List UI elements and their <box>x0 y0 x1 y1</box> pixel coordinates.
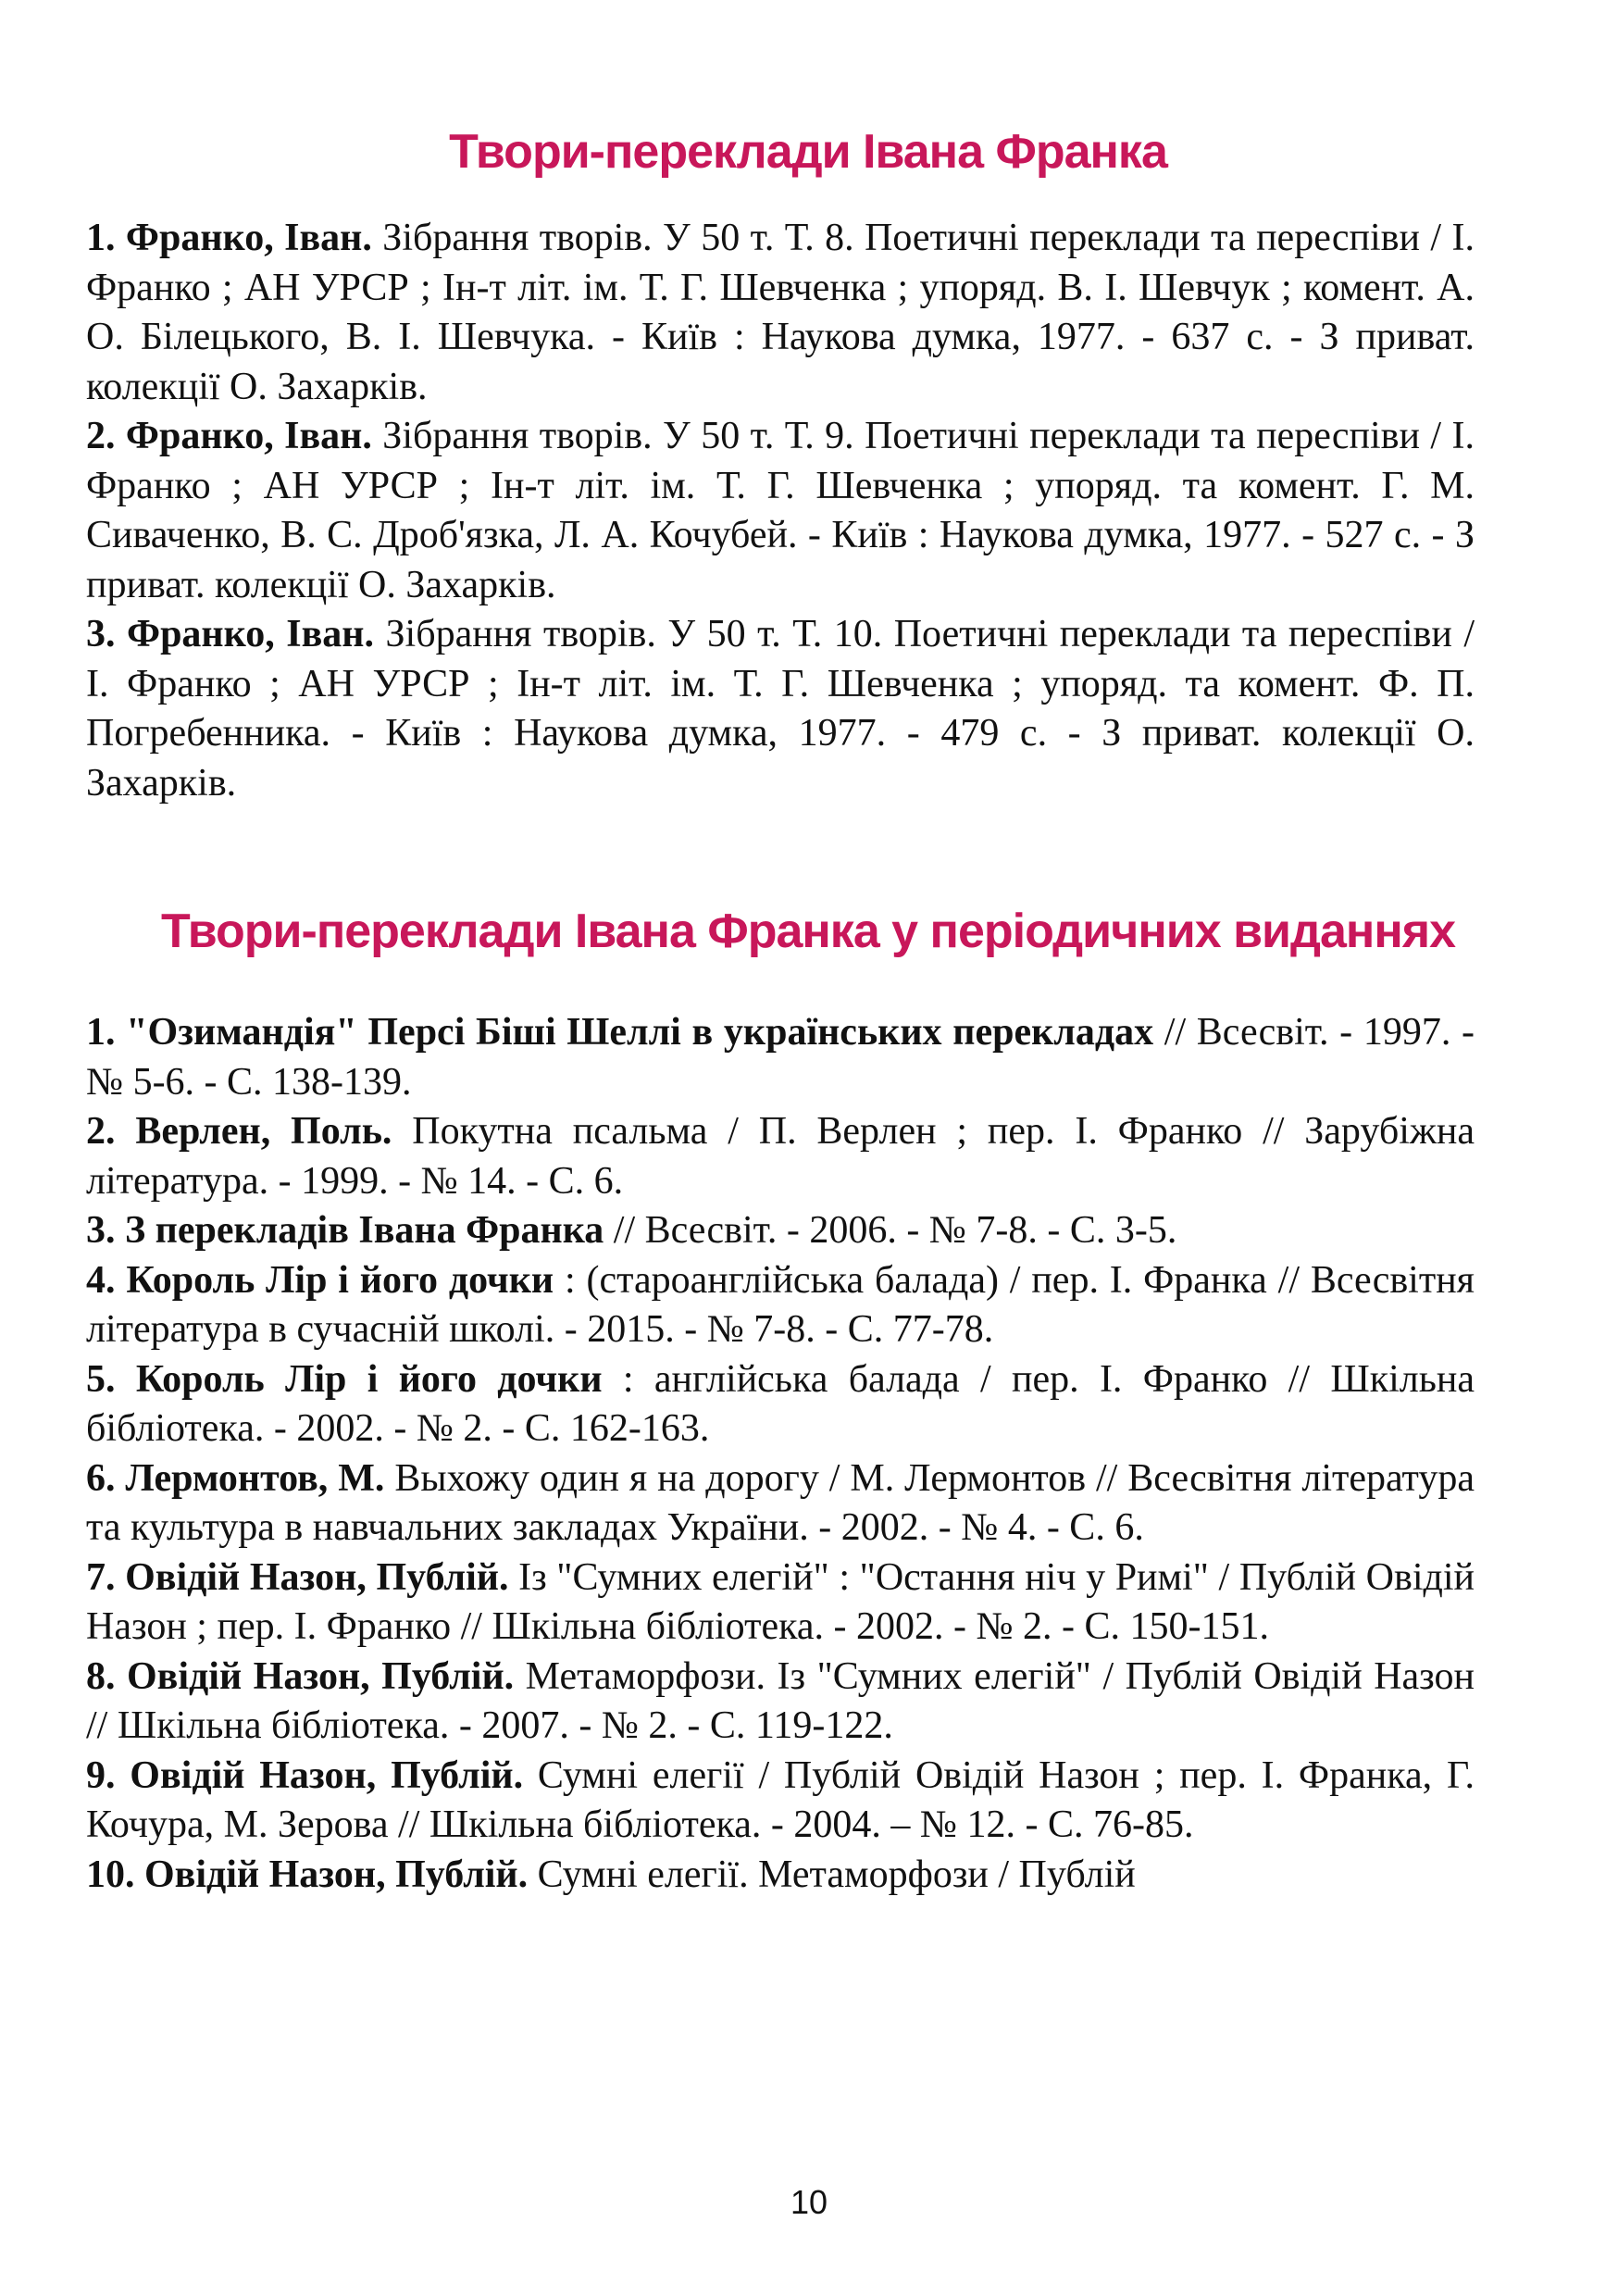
bibliography-entry <box>86 1454 1475 1554</box>
entry-body: Покутна псальма / П. Верлен ; пер. І. Франко // Зарубіжна література. - 1999. - № 14. - С. 6. <box>86 1110 1475 1203</box>
entry-head: 8. Овідій Назон, Публій. <box>86 1654 515 1698</box>
entry-head: 9. Овідій Назон, Публій. <box>86 1753 524 1797</box>
bibliography-entry <box>86 610 1475 808</box>
entry-body: // Всесвіт. - 1997. - № 5-6. - С. 138-139. <box>86 1011 1475 1104</box>
entry-body: : англійська балада / пер. І. Франко // Шкільна бібліотека. - 2002. - № 2. - С. 162-163. <box>86 1357 1475 1450</box>
entry-body: Метаморфози. Із "Сумних елегій" / Публій Овідій Назон // Шкільна бібліотека. - 2007. - № 2. - С. 119-122. <box>86 1654 1475 1747</box>
entry-head: 3. Франко, Іван. <box>86 613 374 655</box>
entry-head: 2. Франко, Іван. <box>86 415 372 457</box>
entry-body: Сумні елегії. Метаморфози / Публій <box>528 1853 1136 1896</box>
entry-body: Сумні елегії / Публій Овідій Назон ; пер. І. Франка, Г. Кочура, М. Зерова // Шкільна бібліотека. - 2004. – № 12. - С. 76-85. <box>86 1753 1475 1846</box>
entry-body: // Всесвіт. - 2006. - № 7-8. - С. 3-5. <box>604 1209 1177 1252</box>
entry-head: 7. Овідій Назон, Публій. <box>86 1555 509 1599</box>
entry-head: 1. Франко, Іван. <box>86 217 372 259</box>
bibliography-entry <box>86 412 1475 610</box>
section-title-translations: Твори-переклади Івана Франка <box>449 125 1167 179</box>
bibliography-entry <box>86 1206 1475 1256</box>
bibliography-entry <box>86 1851 1475 1901</box>
bibliography-entry <box>86 1653 1475 1752</box>
entry-head: 10. Овідій Назон, Публій. <box>86 1853 529 1896</box>
bibliography-entry <box>86 1256 1475 1355</box>
bibliography-entry <box>86 1752 1475 1851</box>
entry-head: 1. "Озимандія" Персі Біші Шеллі в українських перекладах <box>86 1011 1154 1054</box>
bibliography-entry <box>86 1355 1475 1454</box>
bibliography-entry <box>86 1554 1475 1653</box>
bibliography-entry <box>86 1008 1475 1107</box>
entry-body: Зібрання творів. У 50 т. Т. 10. Поетичні переклади та переспіви / І. Франко ; АН УРСР ; Ін-т літ. ім. Т. Г. Шевченка ; упоряд. та комент. Ф. П. Погребенника. - Київ : Наукова думка, 1977. - 479 с. - З приват. колекції О. Захарків. <box>86 613 1475 805</box>
entry-body: Выхожу один я на дорогу / М. Лермонтов // Всесвітня література та культура в навчальних закладах України. - 2002. - № 4. - С. 6. <box>86 1456 1475 1549</box>
entry-head: 2. Верлен, Поль. <box>86 1110 392 1153</box>
entry-head: 3. З перекладів Івана Франка <box>86 1209 604 1252</box>
bibliography-entry <box>86 214 1475 412</box>
entry-head: 5. Король Лір і його дочки <box>86 1357 603 1401</box>
entry-body: : (староанглійська балада) / пер. І. Франка // Всесвітня література в сучасній школі. - 2015. - № 7-8. - С. 77-78. <box>86 1258 1475 1351</box>
entry-head: 4. Король Лір і його дочки <box>86 1258 554 1302</box>
entry-body: Зібрання творів. У 50 т. Т. 8. Поетичні переклади та переспіви / І. Франко ; АН УРСР ; Ін-т літ. ім. Т. Г. Шевченка ; упоряд. В. І. Шевчук ; комент. А. О. Білецького, В. І. Шевчука. - Київ : Наукова думка, 1977. - 637 с. - З приват. колекції О. Захарків. <box>86 217 1475 408</box>
section-title-periodicals: Твори-переклади Івана Франка у періодичних виданнях <box>160 905 1456 958</box>
bibliography-list-translations <box>86 214 1475 808</box>
entry-body: Із "Сумних елегій" : "Остання ніч у Римі" / Публій Овідій Назон ; пер. І. Франко // Шкільна бібліотека. - 2002. - № 2. - С. 150-151. <box>86 1555 1475 1648</box>
entry-head: 6. Лермонтов, М. <box>86 1456 385 1500</box>
entry-body: Зібрання творів. У 50 т. Т. 9. Поетичні переклади та переспіви / І. Франко ; АН УРСР ; Ін-т літ. ім. Т. Г. Шевченка ; упоряд. та комент. Г. М. Сиваченко, В. С. Дроб'язка, Л. А. Кочубей. - Київ : Наукова думка, 1977. - 527 с. - З приват. колекції О. Захарків. <box>86 415 1475 606</box>
bibliography-list-periodicals <box>86 1008 1475 1900</box>
bibliography-entry <box>86 1107 1475 1206</box>
page-number: 10 <box>790 2183 828 2221</box>
